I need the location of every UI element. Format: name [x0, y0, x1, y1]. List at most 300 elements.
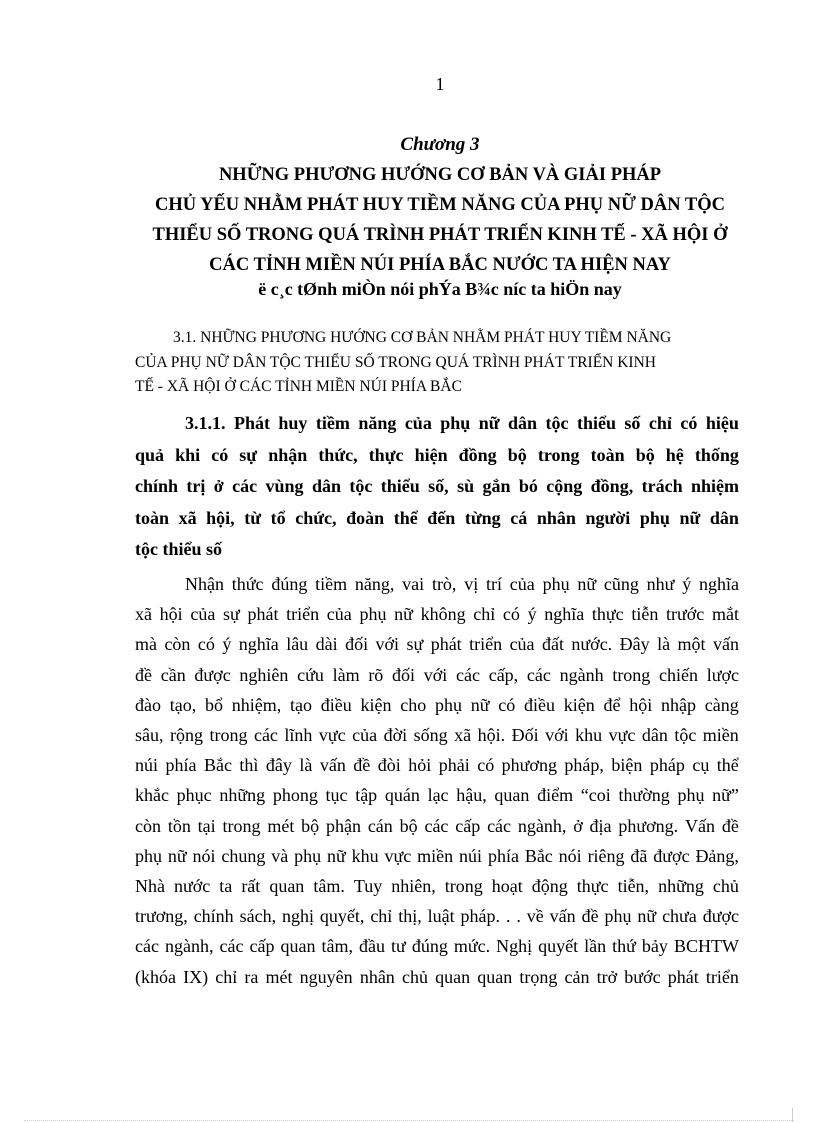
- word: IX): [183, 966, 209, 987]
- chapter-title-line: THIỂU SỐ TRONG QUÁ TRÌNH PHÁT TRIỂN KINH TẾ - XÃ HỘI Ở: [152, 225, 728, 245]
- word: BCHTW: [673, 936, 739, 957]
- word: còn: [135, 815, 161, 836]
- word: riêng: [587, 845, 625, 866]
- word: với: [375, 634, 400, 655]
- word: phụ: [294, 845, 322, 866]
- body-line: [135, 599, 739, 629]
- word: trị: [186, 476, 206, 496]
- word: điều: [524, 694, 556, 715]
- body-line: [135, 629, 739, 659]
- word: xã: [135, 604, 152, 625]
- word: sâu,: [135, 725, 164, 746]
- word: tiễn: [631, 604, 659, 625]
- word: đối: [345, 634, 369, 655]
- word: Nghị: [496, 936, 533, 957]
- chapter-title-line: NHỮNG PHƯƠNG HƯỚNG CƠ BẢN VÀ GIẢI PHÁP: [218, 165, 662, 185]
- word: quán: [384, 785, 420, 806]
- word: phụ: [639, 507, 670, 528]
- word: là: [299, 755, 313, 776]
- word: thì: [239, 755, 259, 776]
- word: các: [135, 936, 159, 957]
- word: đúng: [271, 574, 308, 594]
- word: trò,: [431, 574, 457, 594]
- word: quan: [280, 936, 316, 957]
- body-line: [135, 871, 739, 901]
- word: các: [424, 815, 449, 836]
- word: đã: [630, 845, 648, 866]
- word: khắc: [135, 785, 169, 806]
- word: cụ: [692, 755, 710, 776]
- word: toàn: [135, 507, 170, 528]
- word: pháp,: [564, 755, 604, 776]
- word: thể: [716, 755, 739, 776]
- word: xã: [454, 725, 472, 746]
- section-heading-line: 3.1. NHỮNG PHƯƠNG HƯỚNG CƠ BẢN NHẰM PHÁT HUY TIỀM NĂNG: [173, 329, 672, 346]
- word: trở: [596, 966, 618, 987]
- word: càng: [704, 694, 739, 715]
- word: ý: [222, 634, 232, 655]
- word: (khóa: [135, 966, 176, 987]
- word: trí: [486, 574, 503, 594]
- word: những: [658, 876, 704, 897]
- word: tiềm: [315, 413, 350, 433]
- garbled-encoding-line: ë c¸c tØnh miÒn nói phÝa B¾c níc ta hiÖn nay: [258, 279, 622, 299]
- word: bộ: [399, 815, 418, 836]
- word: nói: [558, 845, 582, 866]
- word: quan: [494, 785, 530, 806]
- word: sự: [239, 444, 258, 465]
- word: còn: [164, 634, 191, 655]
- word: nhiệm,: [231, 694, 282, 715]
- word: lần: [584, 936, 607, 957]
- word: .: [516, 906, 521, 927]
- word: kiện: [360, 694, 392, 715]
- word: núi: [459, 845, 483, 866]
- word: số,: [428, 476, 449, 496]
- word: tiễn,: [617, 876, 650, 897]
- word: khu: [351, 845, 379, 866]
- word: chính: [193, 906, 234, 927]
- word: thiểu: [380, 476, 420, 496]
- word: cản: [564, 966, 590, 987]
- word: phát: [430, 634, 462, 655]
- word: tiềm: [315, 574, 348, 594]
- word: nữ: [167, 845, 187, 866]
- word: pháp: [649, 755, 685, 776]
- word: phương.: [618, 815, 679, 836]
- chapter-title: [120, 160, 760, 280]
- word: mà: [135, 634, 157, 655]
- word: phục: [176, 785, 212, 806]
- subsection-heading-line: [135, 408, 739, 440]
- word: dân: [508, 413, 538, 433]
- word: có: [680, 413, 698, 433]
- subsection-heading-line: [135, 440, 739, 472]
- word: quan: [435, 966, 471, 987]
- chapter-label: Chương 3: [400, 134, 480, 155]
- word: phía: [165, 755, 197, 776]
- word: thực: [591, 604, 624, 625]
- word: pháp.: [460, 906, 501, 927]
- word: nhân: [536, 507, 576, 528]
- word: trọng: [519, 966, 558, 987]
- word: rộng: [169, 725, 203, 746]
- word: quan: [269, 876, 305, 897]
- word: phụ: [435, 694, 462, 715]
- word: đề: [353, 755, 371, 776]
- word: được: [194, 664, 231, 685]
- word: đòi: [377, 755, 401, 776]
- word: không: [420, 604, 466, 625]
- word: thực: [368, 444, 404, 465]
- word: bộ: [507, 444, 527, 465]
- word: nghĩa: [699, 574, 739, 594]
- word: đề: [581, 906, 599, 927]
- word: phát: [667, 966, 699, 987]
- word: cần: [160, 664, 186, 685]
- word: địa: [589, 815, 612, 836]
- word: lạc: [427, 785, 449, 806]
- word: thức: [231, 574, 264, 594]
- word: phụ: [359, 604, 387, 625]
- word: có: [211, 444, 229, 465]
- word: phụ: [604, 906, 632, 927]
- body-line: [135, 931, 739, 961]
- word: các: [219, 936, 244, 957]
- word: quan: [477, 966, 513, 987]
- word: cấp: [249, 936, 275, 957]
- word: chủ: [712, 876, 739, 897]
- word: triển: [469, 634, 503, 655]
- subsection-heading: [135, 408, 739, 566]
- word: tập: [355, 785, 378, 806]
- word: núi: [135, 755, 159, 776]
- word: bó: [518, 476, 538, 496]
- word: vấn: [712, 634, 739, 655]
- word: chỉ: [648, 413, 672, 433]
- word: triển: [705, 966, 739, 987]
- word: phụ: [440, 413, 471, 433]
- word: nữ: [478, 413, 500, 433]
- word: Bắc: [524, 845, 553, 866]
- word: đây: [265, 755, 292, 776]
- word: ngành,: [517, 815, 567, 836]
- word: Đảng,: [695, 845, 739, 866]
- word: điều: [320, 694, 352, 715]
- word: được: [702, 906, 739, 927]
- word: phụ: [677, 785, 705, 806]
- word: các: [526, 664, 551, 685]
- word: nhiên,: [391, 876, 436, 897]
- word: số: [624, 413, 641, 433]
- word: với: [545, 725, 569, 746]
- word: đối: [392, 664, 416, 685]
- word: của: [326, 604, 352, 625]
- word: đề: [721, 815, 739, 836]
- word: hội,: [206, 507, 235, 528]
- word: rất: [241, 876, 261, 897]
- word: nguyên: [299, 966, 353, 987]
- body-line: [135, 750, 739, 780]
- word: hội: [629, 694, 653, 715]
- word: có: [197, 634, 215, 655]
- word: miền: [417, 845, 454, 866]
- word: Nhận: [185, 574, 224, 594]
- word: bảy: [641, 936, 668, 957]
- word: hỏi: [408, 755, 432, 776]
- word: bộ: [301, 815, 320, 836]
- word: mét: [265, 966, 293, 987]
- word: Đối: [511, 725, 539, 746]
- word: Đây: [619, 634, 650, 655]
- word: triển: [286, 604, 320, 625]
- word: nữ: [327, 845, 346, 866]
- word: quả: [135, 444, 165, 465]
- word: Vấn: [684, 815, 715, 836]
- word: trong: [537, 444, 580, 465]
- word: là: [657, 634, 671, 655]
- page-corner-mark: [792, 1108, 793, 1122]
- word: đồng,: [590, 476, 634, 496]
- body-line: [135, 901, 739, 931]
- word: cho: [400, 694, 427, 715]
- word: ra: [244, 966, 259, 987]
- word: vực: [384, 845, 412, 866]
- word: mét: [267, 815, 295, 836]
- word: toàn: [590, 444, 625, 465]
- word: “coi: [580, 785, 611, 806]
- subsection-heading-line: [135, 503, 739, 535]
- word: phụ: [542, 574, 570, 594]
- section-heading: [135, 326, 737, 400]
- word: thiểu: [576, 413, 616, 433]
- word: một: [677, 634, 706, 655]
- word: tư: [391, 936, 406, 957]
- word: về: [526, 906, 544, 927]
- word: nhân: [359, 966, 395, 987]
- word: hội: [159, 604, 183, 625]
- word: phận: [325, 815, 361, 836]
- word: trương,: [135, 906, 188, 927]
- word: nữ: [470, 694, 490, 715]
- word: khu: [575, 725, 603, 746]
- word: ở: [213, 476, 224, 496]
- word: cá: [510, 507, 528, 528]
- word: nghĩa: [544, 604, 585, 625]
- word: vấn: [319, 755, 346, 776]
- body-line: [135, 780, 739, 810]
- word: nghĩa: [238, 634, 279, 655]
- word: lược: [706, 664, 739, 685]
- word: có: [477, 755, 495, 776]
- word: tạo: [290, 694, 312, 715]
- word: ở: [573, 815, 583, 836]
- word: cứu: [297, 664, 324, 685]
- body-line: [135, 660, 739, 690]
- word: của: [509, 574, 535, 594]
- word: sống: [413, 725, 448, 746]
- body-line: [135, 569, 739, 599]
- word: luật: [427, 906, 455, 927]
- word: dân: [641, 725, 668, 746]
- word: gắn: [482, 476, 511, 496]
- word: nữ: [679, 507, 701, 528]
- word: đồng: [458, 444, 497, 465]
- word: mức.: [453, 936, 491, 957]
- word: đoàn: [346, 507, 385, 528]
- word: tạo,: [169, 694, 197, 715]
- word: ý: [527, 604, 537, 625]
- word: nữ: [577, 574, 597, 594]
- word: dân: [311, 476, 341, 496]
- word: biện: [611, 755, 643, 776]
- word: chỉ: [473, 604, 496, 625]
- word: điểm: [537, 785, 574, 806]
- word: phụ: [135, 845, 162, 866]
- word: trong: [612, 664, 651, 685]
- word: trước: [666, 604, 705, 625]
- word: huy: [278, 413, 308, 433]
- word: hậu,: [456, 785, 487, 806]
- word: khi: [175, 444, 201, 465]
- word: thứ: [612, 936, 636, 957]
- word: đất: [541, 634, 564, 655]
- word: nói: [192, 845, 216, 866]
- word: năng: [358, 413, 397, 433]
- word: được: [653, 845, 690, 866]
- word: hiệu: [705, 413, 739, 433]
- word: năng,: [354, 574, 395, 594]
- word: trong: [222, 815, 261, 836]
- body-line: [135, 690, 739, 720]
- word: chức,: [295, 507, 337, 528]
- body-line: [135, 811, 739, 841]
- word: vị: [464, 574, 479, 594]
- word: ngành,: [164, 936, 214, 957]
- word: người: [585, 507, 631, 528]
- word: thường: [618, 785, 670, 806]
- word: các: [232, 476, 258, 496]
- word: của: [190, 604, 216, 625]
- word: nước.: [571, 634, 613, 655]
- word: vấn: [549, 906, 576, 927]
- word: Nhà: [135, 876, 165, 897]
- word: phát: [247, 604, 279, 625]
- word: cấp: [455, 815, 481, 836]
- word: quyết: [538, 936, 579, 957]
- word: lĩnh: [284, 725, 313, 746]
- word: những: [219, 785, 266, 806]
- word: dài: [315, 634, 338, 655]
- word: phía: [487, 845, 519, 866]
- word: Tuy: [353, 876, 383, 897]
- word: sù: [457, 476, 475, 496]
- word: sự: [406, 634, 424, 655]
- word: đời: [383, 725, 408, 746]
- word: .: [505, 906, 511, 927]
- word: tại: [197, 815, 216, 836]
- word: chỉ: [215, 966, 238, 987]
- word: vực: [608, 725, 636, 746]
- word: hiện: [414, 444, 448, 465]
- word: đề: [135, 664, 152, 685]
- word: các: [253, 725, 278, 746]
- word: nữ: [394, 604, 413, 625]
- word: nhập: [661, 694, 697, 715]
- word: vai: [402, 574, 425, 594]
- word: có: [502, 604, 520, 625]
- word: từng: [464, 507, 501, 528]
- word: các: [487, 815, 512, 836]
- word: cộng: [546, 476, 583, 496]
- word: xã: [178, 507, 197, 528]
- word: nhận: [268, 444, 308, 465]
- word: đến: [427, 507, 456, 528]
- word: ta: [219, 876, 233, 897]
- word: hội.: [477, 725, 506, 746]
- word: chưa: [662, 906, 697, 927]
- word: phong: [272, 785, 318, 806]
- word: cũng: [603, 574, 639, 594]
- word: rõ: [368, 664, 384, 685]
- word: phải: [438, 755, 470, 776]
- body-paragraph: [135, 569, 739, 992]
- word: của: [404, 413, 432, 433]
- word: như: [646, 574, 675, 594]
- word: ý: [682, 574, 692, 594]
- word: nước: [174, 876, 211, 897]
- body-line: [135, 841, 739, 871]
- word: của: [352, 725, 378, 746]
- word: chung: [221, 845, 266, 866]
- word: trong: [209, 725, 248, 746]
- body-line: [135, 720, 739, 750]
- word: tồn: [167, 815, 191, 836]
- word: ngành: [559, 664, 604, 685]
- word: bước: [624, 966, 661, 987]
- word: đào: [135, 694, 161, 715]
- word: tổ: [270, 507, 286, 528]
- word: sự: [223, 604, 240, 625]
- word: đầu: [359, 936, 386, 957]
- word: hệ: [665, 444, 684, 465]
- word: nhiệm: [690, 476, 739, 496]
- word: bộ: [635, 444, 655, 465]
- word: chiến: [659, 664, 699, 685]
- page-number: 1: [435, 74, 445, 94]
- word: vùng: [265, 476, 304, 496]
- word: chính: [135, 476, 179, 496]
- word: và: [271, 845, 289, 866]
- word: để: [603, 694, 621, 715]
- word: làm: [332, 664, 360, 685]
- word: vực: [318, 725, 346, 746]
- word: kiện: [563, 694, 595, 715]
- word: có: [498, 694, 516, 715]
- word: thức,: [318, 444, 358, 465]
- word: của: [509, 634, 535, 655]
- word: phương: [501, 755, 557, 776]
- word: hoạt: [491, 876, 523, 897]
- word: các: [456, 664, 480, 685]
- word: chỉ: [370, 906, 393, 927]
- word: thị,: [398, 906, 422, 927]
- word: Bắc: [203, 755, 232, 776]
- word: thực: [576, 876, 609, 897]
- word: chủ: [401, 966, 428, 987]
- word: tâm,: [321, 936, 353, 957]
- word: tộc: [545, 413, 569, 433]
